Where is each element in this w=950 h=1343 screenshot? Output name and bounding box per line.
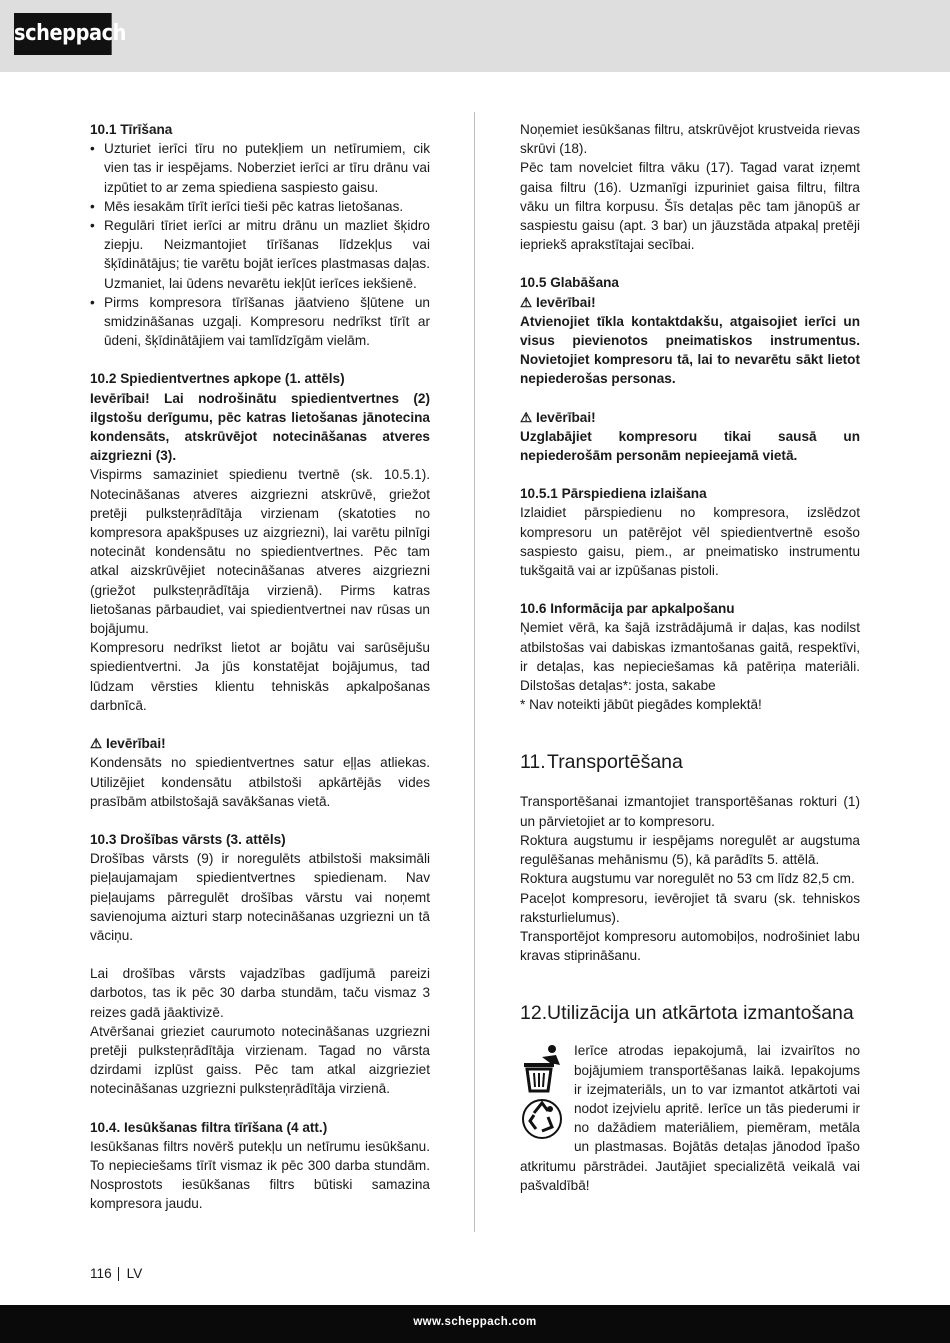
footer-bar (0, 1305, 950, 1343)
paragraph: Vispirms samaziniet spiedienu tvertnē (sk. 10.5.1). Notecināšanas atveres aizgriezni atskrūvē, griežot pretēji pulksteņrādītāja virzienam (skatoties no kompresora apakšpuses uz aizgriezni), lai varētu pilnīgi notecināt kondensātu no spiedientvertnes. Pēc tam atkal aizskrūvējiet notecināšanas atveres aizgriezni (griežot pulksteņrādītāja virzienā). Pirms katras lietošanas pārbaudiet, vai spiedientvertnei nav rūsas un bojājumu. (90, 467, 430, 637)
section-10-6-title: 10.6 Informācija par apkalpošanu (520, 601, 735, 617)
section-10-3-title: 10.3 Drošības vārsts (3. attēls) (90, 831, 286, 847)
warning-text: Atvienojiet tīkla kontaktdakšu, atgaisojiet ierīci un visus pievienotos pneimatiskos instrumentus. Novietojiet kompresoru tā, lai to nevarētu sākt lietot nepiederošas personas. (520, 313, 860, 387)
warning-label: ⚠ Ievērībai! (90, 736, 166, 752)
section-10-2-warning: Ievērībai! Lai nodrošinātu spiedientvertnes (2) ilgstošu derīgumu, pēc katras lietošanas jānotecina kondensāts, atskrūvējot notecināšanas atveres aizgriezni (3). (90, 390, 430, 464)
separator (118, 1267, 119, 1281)
disposal-block (520, 1041, 860, 1195)
warning-label: ⚠ Ievērībai! (520, 294, 596, 310)
section-10-1-title: 10.1 Tīrīšana (90, 122, 173, 137)
recycling-icon (523, 1100, 561, 1138)
section-12-heading (520, 1003, 860, 1023)
paragraph: Roktura augstumu var noregulēt no 53 cm līdz 82,5 cm. (520, 871, 855, 887)
paragraph: Roktura augstumu ir iespējams noregulēt ar augstuma regulēšanas mehānismu (5), kā parādīts 5. attēlā. (520, 832, 860, 868)
paragraph: Pēc tam novelciet filtra vāku (17). Tagad varat izņemt gaisa filtru (16). Uzmanīgi izpuriniet gaisa filtru, filtra vāku un filtra korpusu. Šīs detaļas pēc tam jānopūš ar saspiestu gaisu (apt. 3 bar) un jāuzstāda atpakaļ pretēji iepriekš aprakstītajai secībai. (520, 160, 860, 253)
warning-text: Uzglabājiet kompresoru tikai sausā un nepiederošām personām nepieejamā vietā. (520, 428, 860, 464)
brand-logo: scheppach (14, 13, 112, 55)
section-10-2-title: 10.2 Spiedientvertnes apkope (1. attēls) (90, 371, 345, 387)
page-number: 116 (90, 1266, 112, 1281)
section-11-heading (520, 752, 860, 772)
left-column (90, 120, 430, 1214)
warning-label: ⚠ Ievērībai! (520, 409, 596, 425)
paragraph: Transportēšanai izmantojiet transportēšanas rokturi (1) un pārvietojiet ar to kompresoru. (520, 794, 860, 829)
section-10-5-title: 10.5 Glabāšana (520, 275, 619, 291)
column-divider (474, 112, 475, 1232)
list-item: • Pirms kompresora tīrīšanas jāatvieno šļūtene un smidzināšanas uzgaļi. Kompresoru nedrīkst tīrīt ar ūdeni, šķīdinātājiem vai tamlīdzīgām vielām. (90, 293, 430, 351)
paragraph: Transportējot kompresoru automobiļos, nodrošiniet labu kravas stiprināšanu. (520, 928, 860, 964)
trash-bin-icon (524, 1045, 560, 1091)
paragraph: Drošības vārsts (9) ir noregulēts atbilstoši maksimāli pieļaujamajam spiedientvertnes spiedienam. Nav pieļaujams pārregulēt drošības vārstu vai noņemt savienojuma aizturi starp notecināšanas uzgriezni un tā vāciņu. (90, 851, 430, 943)
cleaning-bullet-list (90, 139, 430, 350)
right-column (520, 120, 860, 1195)
section-title: Utilizācija un atkārtota izmantošana (547, 1002, 854, 1025)
paragraph: Ņemiet vērā, ka šajā izstrādājumā ir daļas, kas nodilst atbilstošas vai dabiskas izmantošanas gaitā, respektīvi, ir detaļas, kas nepieciešamas kā patēriņa materiāli. Dilstošas detaļas*: josta, sakabe (520, 620, 860, 694)
page-header (0, 0, 950, 72)
disposal-icons (520, 1043, 566, 1139)
list-item: • Mēs iesakām tīrīt ierīci tieši pēc katras lietošanas. (90, 197, 430, 216)
language-code: LV (126, 1266, 143, 1281)
list-item: • Regulāri tīriet ierīci ar mitru drānu un mazliet šķidro ziepju. Neizmantojiet tīrīšanas līdzekļus vai šķīdinātājus; tie varētu bojāt ierīces plastmasas daļas. Uzmaniet, lai ūdens nevarētu iekļūt ierīces iekšienē. (90, 216, 430, 293)
section-10-5-1-title: 10.5.1 Pārspiediena izlaišana (520, 486, 707, 502)
paragraph: Ierīce atrodas iepakojumā, lai izvairītos no bojājumiem transportēšanas laikā. Iepakojums ir izejmateriāls, un to var izmantot atkārtoti vai nodot izejvielu apritē. Ierīce un tās piederumi ir no dažādiem materiāliem, piemēram, metāla un plastmasas. Bojātās detaļas jānodod īpašo atkritumu pārstrādei. Jautājiet specializētā veikalā vai pašvaldībā! (520, 1043, 860, 1193)
paragraph: Paceļot kompresoru, ievērojiet tā svaru (sk. tehniskos raksturlielumus). (520, 890, 860, 925)
section-10-4-title: 10.4. Iesūkšanas filtra tīrīšana (4 att.) (90, 1119, 328, 1135)
list-item: • Uzturiet ierīci tīru no putekļiem un netīrumiem, cik vien tas ir iespējams. Noberziet ierīci ar tīru drānu vai izpūtiet to ar zema spiediena saspiesto gaisu. (90, 139, 430, 197)
paragraph: Noņemiet iesūkšanas filtru, atskrūvējot krustveida rievas skrūvi (18). (520, 122, 860, 157)
section-title: Transportēšana (547, 751, 683, 774)
paragraph: Atvēršanai grieziet caurumoto notecināšanas uzgriezni pretēji pulksteņrādītāja virzienam. Tagad no vārsta dzirdami izplūst gaiss. Pēc tam atkal aizgrieziet notecināšanas uzgriezni pulksteņrādītāja virzienā. (90, 1023, 430, 1097)
paragraph: Lai drošības vārsts vajadzības gadījumā pareizi darbotos, tas ik pēc 30 darba stundām, taču vismaz 3 reizes gadā jāaktivizē. (90, 966, 430, 1020)
website-url: www.scheppach.com (413, 1316, 537, 1328)
section-number: 12. (520, 1002, 548, 1025)
paragraph: Kondensāts no spiedientvertnes satur eļļas atliekas. Utilizējiet kondensātu atbilstoši apkārtējās vides prasībām atbilstošajā savākšanas vietā. (90, 755, 430, 809)
paragraph: Kompresoru nedrīkst lietot ar bojātu vai sarūsējušu spiedientvertni. Ja jūs konstatējat bojājumus, tad lūdzam vērsties klientu tehniskās apkalpošanas darbnīcā. (90, 640, 430, 713)
paragraph: Iesūkšanas filtrs novērš putekļu un netīrumu iesūkšanu. To nepieciešams tīrīt vismaz ik pēc 300 darba stundām. Nosprostots iesūkšanas filtrs būtiski samazina kompresora jaudu. (90, 1138, 430, 1212)
section-number: 11. (520, 751, 546, 774)
footnote: * Nav noteikti jābūt piegādes komplektā! (520, 697, 762, 713)
page-number-block (90, 1266, 142, 1281)
paragraph: Izlaidiet pārspiedienu no kompresora, izslēdzot kompresoru un patērējot vēl spiedientvertnē esošo saspiesto gaisu, piem., ar pneimatisko instrumentu tukšgaitā vai ar izpūšanas pistoli. (520, 505, 860, 579)
